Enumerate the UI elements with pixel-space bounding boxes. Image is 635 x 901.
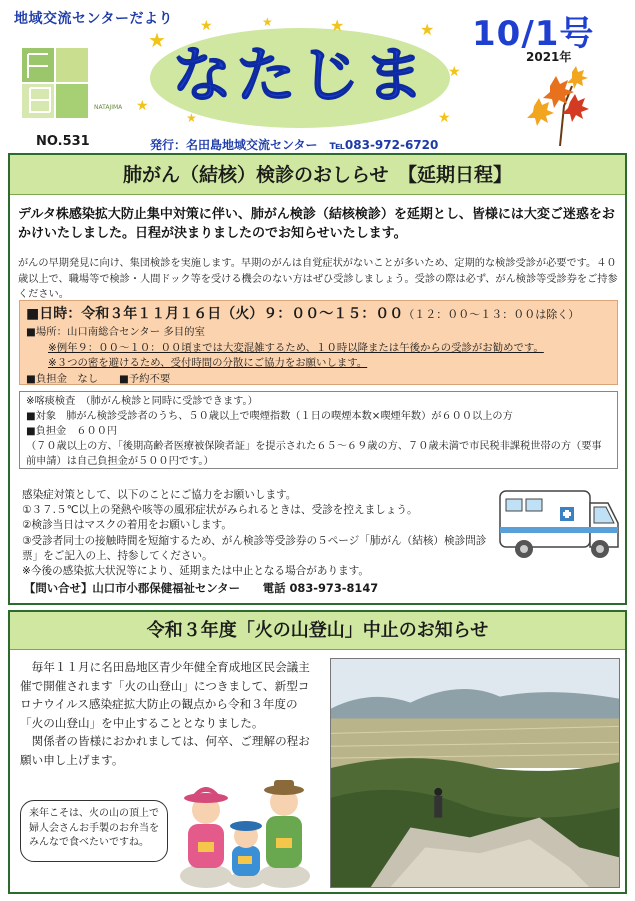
section-title: 肺がん（結核）検診のおしらせ 【延期日程】: [10, 155, 625, 195]
measures-intro: 感染症対策として、以下のことにご協力をお願いします。: [22, 489, 297, 501]
sputum-target: ■対象 肺がん検診受診者のうち、５０歳以上で喫煙指数（１日の喫煙本数×喫煙年数）が６００以上の方: [26, 411, 513, 422]
hinoyama-hike-notice: [8, 610, 627, 894]
lung-cancer-notice: [8, 153, 627, 605]
schedule-note-density: ※３つの密を避けるため、受付時間の分散にご協力をお願いします。: [48, 357, 368, 370]
sputum-title: ※喀痰検査 （肺がん検診と同時に受診できます。）: [26, 396, 258, 407]
mountain-view-photo: [330, 658, 620, 888]
speech-bubble: 来年こそは、火の山の頂上で婦人会さんお手製のお弁当をみんなで食べたいですね。: [20, 800, 168, 862]
star-icon: ★: [148, 28, 166, 52]
infection-measures: [22, 488, 492, 579]
star-icon: ★: [136, 98, 149, 114]
sputum-fee-note: （７０歳以上の方、「後期高齢者医療被保険者証」を提示された６５～６９歳の方、７０歳未満で市民税非課税世帯の方（要事前申請）は自己負担金が５００円です。）: [26, 441, 602, 467]
hike-body: [20, 658, 320, 769]
contact-info: 【問い合せ】山口市小郡保健福祉センター 電話 083-973-8147: [24, 581, 379, 595]
schedule-place: ■場所：山口南総合センター 多目的室: [26, 326, 205, 338]
sputum-test-box: [19, 391, 618, 469]
star-icon: ★: [438, 110, 451, 126]
measures-item-fever: ①３７.５℃以上の発熱や咳等の風邪症状がみられるときは、受診を控えましょう。: [22, 504, 418, 517]
hike-paragraph-cancel: 毎年１１月に名田島地区青少年健全育成地区民会議主催で開催されます「火の山登山」につきまして、新型コロナウイルス感染症拡大防止の観点から令和３年度の「火の山登山」を中止することとなりました。: [20, 660, 310, 730]
hikers-illustration-icon: [172, 772, 322, 890]
schedule-fee: ■負担金 なし ■予約不要: [26, 372, 171, 385]
issue-date: 10/1号: [472, 14, 595, 54]
logo-text: NATAJIMA: [94, 104, 123, 111]
checkup-bus-icon: [496, 483, 622, 563]
schedule-note-crowding: ※例年９：００～１０：００頃までは大変混雑するため、１０時以降または午後からの受診がお勧めです。: [48, 341, 544, 354]
autumn-leaves-icon: [520, 66, 600, 146]
measures-item-mask: ②検診当日はマスクの着用をお願いします。: [22, 519, 232, 532]
notice-lead: デルタ株感染拡大防止集中対策に伴い、肺がん検診（結核検診）を延期とし、皆様には大変ご迷惑をおかけいたしました。日程が決まりましたのでお知らせいたします。: [18, 207, 615, 241]
newsletter-title: なたじま: [172, 41, 428, 111]
sputum-fee: ■負担金 ６００円: [26, 426, 118, 437]
newsletter-subtitle: 地域交流センターだより: [14, 11, 173, 27]
schedule-box: [19, 300, 618, 385]
measures-note: ※今後の感染拡大状況等により、延期または中止となる場合があります。: [22, 565, 370, 578]
center-logo: [22, 48, 88, 118]
star-icon: ★: [186, 111, 197, 125]
issue-number: NO.531: [36, 134, 90, 149]
star-icon: ★: [330, 16, 345, 35]
schedule-date-note: （１２：００～１３：００は除く）: [403, 308, 580, 321]
logo-mark-icon: [22, 48, 88, 118]
star-icon: ★: [262, 15, 273, 29]
section-title: 令和３年度「火の山登山」中止のお知らせ: [10, 612, 625, 650]
notice-intro: がんの早期発見に向け、集団検診を実施します。早期のがんは自覚症状がないことが多いため、定期的な検診受診が必要です。４０歳以上で、職場等で検診・人間ドック等を受ける機会のない方はぜひ受診しましょう。受診の際は必ず、がん検診等受診券をご持参ください。: [18, 258, 618, 300]
star-icon: ★: [420, 20, 435, 39]
issue-year: 2021年: [526, 50, 572, 64]
publisher-info: 発行：名田島地域交流センター ℡083-972-6720: [150, 138, 439, 152]
schedule-date: [26, 304, 611, 325]
star-icon: ★: [448, 64, 461, 80]
measures-item-questionnaire: ③受診者同士の接触時間を短縮するため、がん検診等受診券の５ページ「肺がん（結核）検診問診票」をご記入の上、持参してください。: [22, 534, 487, 562]
star-icon: ★: [200, 18, 213, 34]
hike-paragraph-thanks: 関係者の皆様におかれましては、何卒、ご理解の程お願い申し上げます。: [20, 734, 310, 767]
schedule-date-text: ■日時：令和３年１１月１６日（火）９：００～１５：００: [26, 306, 404, 322]
